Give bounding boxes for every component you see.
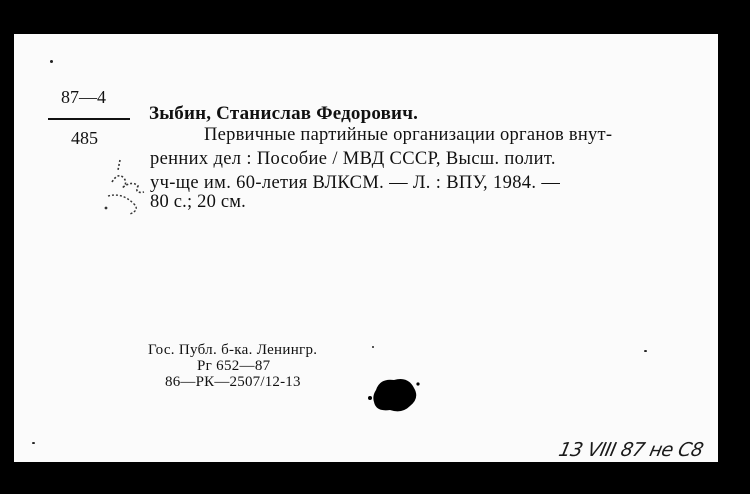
dust-speck: [50, 60, 53, 63]
shelf-mark-top: 87—4: [61, 87, 106, 107]
handwritten-note: 13 VIII 87 не С8: [556, 439, 706, 461]
catalog-card: [14, 34, 718, 462]
ink-blot-icon: [366, 372, 422, 414]
shelf-mark-bottom: 485: [71, 128, 98, 148]
card-number: 86—РК—2507/12-13: [165, 374, 301, 390]
dust-speck: [372, 346, 374, 348]
description-line-2: ренних дел : Пособие / МВД СССР, Высш. полит.: [150, 149, 556, 169]
author-heading: Зыбин, Станислав Федорович.: [149, 103, 419, 124]
library-name: Гос. Публ. б-ка. Ленингр.: [148, 342, 318, 358]
description-line-3: уч-ще им. 60-летия ВЛКСМ. — Л. : ВПУ, 1984. —: [150, 173, 561, 193]
dust-speck: [644, 350, 647, 352]
dust-speck: [32, 442, 35, 444]
shelf-mark-divider: [48, 118, 130, 120]
description-line-1: Первичные партийные организации органов внут-: [204, 125, 613, 145]
handwritten-mark-icon: [98, 152, 158, 222]
order-code: Рг 652—87: [197, 358, 271, 374]
description-line-4: 80 с.; 20 см.: [150, 192, 246, 212]
